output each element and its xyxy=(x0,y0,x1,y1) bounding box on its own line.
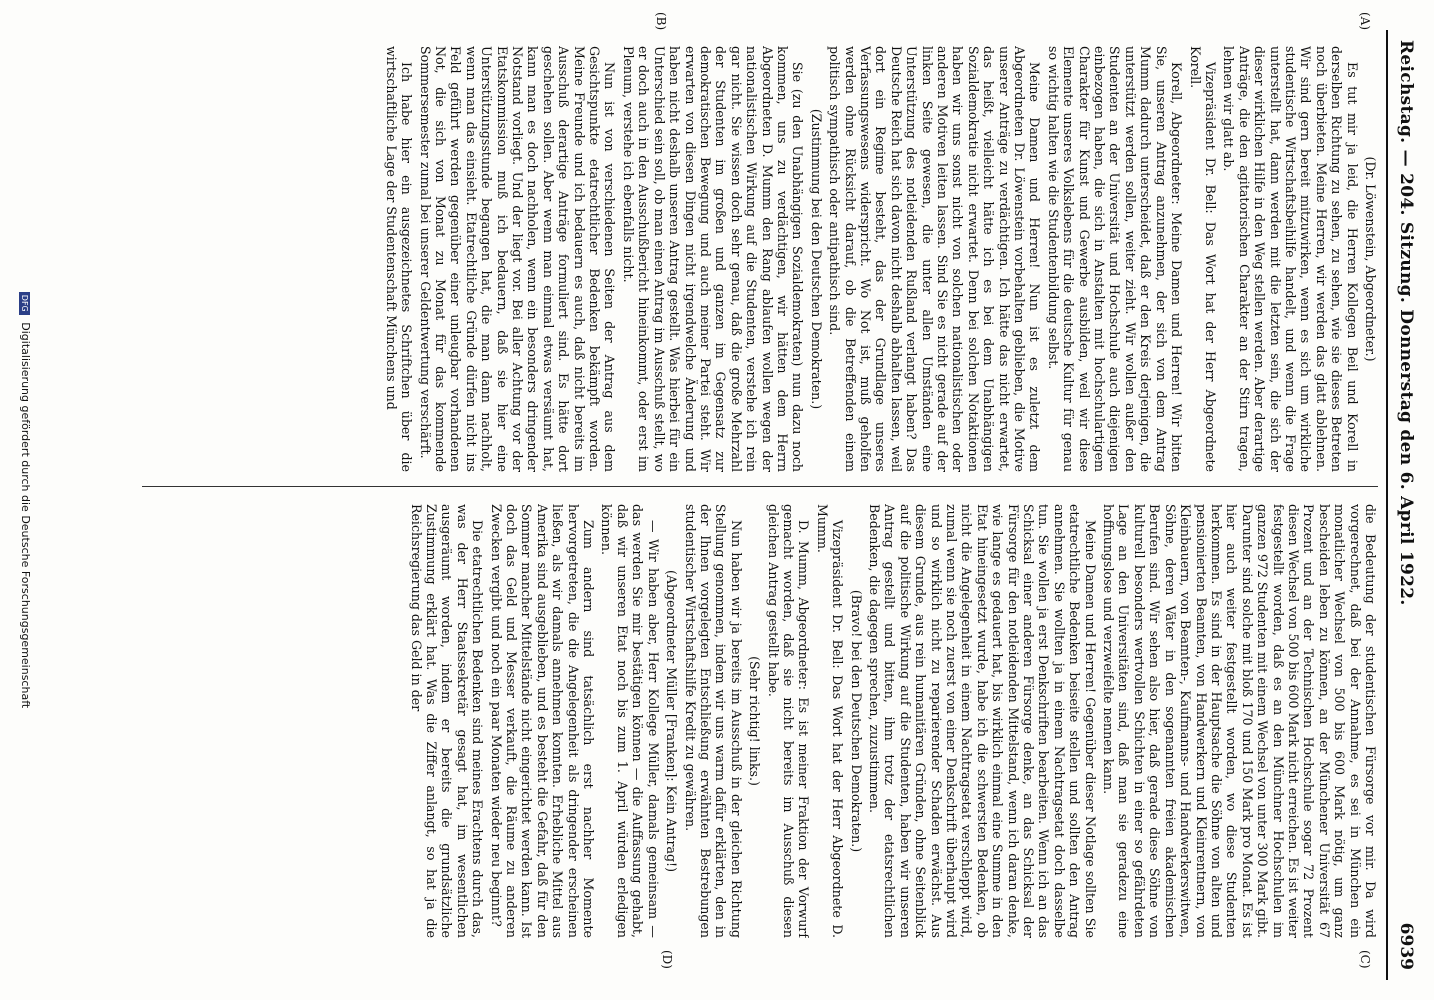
speaker-announcement: Vizepräsident Dr. Bell: Das Wort hat der Herr Abgeordnete D. Mumm. xyxy=(814,504,846,938)
paragraph: — Wir haben aber, Herr Kollege Müller, damals gemeinsam — das werden Sie mir bestätigen können — die Auffassung gehabt, daß wir unseren Etat noch bis zum 1. April würden erledigen können. xyxy=(599,504,661,938)
paragraph: Meine Damen und Herren! Nun ist es zuletzt dem Abgeordneten Dr. Löwenstein vorbehalten geblieben, die Motive unserer Anträge zu verdächtigen. Ich hätte das nicht erwartet, das heißt, vielleicht hätte ich es bei dem Unabhängigen Sozialdemokratie nicht erwartet. Denn bei solchen Notaktionen haben wir uns sonst nicht von solchen nationalistischen oder anderen Motiven leiten lassen. Sind Sie es nicht gerade auf der linken Seite gewesen, die unter allen Umständen eine Unterstützung des notleidenden Rußland verlangt haben? Das Deutsche Reich hat sich davon nicht deshalb abhalten lassen, weil dort ein Regime besteht, das der Grundlage unseres Verfassungswesens widerspricht. Wo Not ist, muß geholfen werden ohne Rücksicht darauf, ob die Betreffenden einem politisch sympathisch oder antipathisch sind. xyxy=(827,46,1043,472)
paragraph: Sie (zu den Unabhängigen Sozialdemokraten) nun dazu noch kommen, uns zu verdächtigen, wir hätten dem Herrn Abgeordneten D. Mumm den Rang ablaufen wollen wegen der nationalistischen Wirkung auf die Studenten, verstehe ich rein gar nicht. Sie wissen doch sehr genau, daß die große Mehrzahl der Studenten im großen und ganzen im Gegensatz zur demokratischen Bewegung und auch meiner Partei steht. Wir erwarten von diesen Dingen nicht irgendwelche Änderung und haben nicht deshalb unseren Antrag gestellt. Was hierbei für ein Unterschied sein soll, ob man einen Antrag im Ausschuß stellt, wo er doch auch in den Ausschußbericht hineinkommt, oder erst im Plenum, verstehe ich ebenfalls nicht. xyxy=(620,46,806,472)
paragraph: Ich habe hier ein ausgezeichnetes Schriftchen über die wirtschaftliche Lage der Studentenschaft Münchens und xyxy=(383,46,415,472)
interjection: (Zustimmung bei den Deutschen Demokraten.) xyxy=(808,108,824,410)
paragraph: Nun ist von verschiedenen Seiten der Antrag aus dem Gesichtspunkte etatrechtlicher Bedenken bekämpft worden. Meine Freunde und ich bedauern es auch, daß nicht bereits im Ausschuß derartige Anträge formuliert sind. Es hätte dort geschehen sollen. Aber wenn man einmal etwas versäumt hat, kann man es doch nachholen, wenn ein besonders dringender Notstand vorliegt. Und der liegt vor. Bei aller Achtung vor der Etatskommission muß ich bedauern, daß sie hier eine Unterstützungsstunde begangen hat, die man dann nachholt, wenn man das einsieht. Etatrechtliche Gründe dürfen nicht ins Feld geführt werden gegenüber einer unleugbar vorhandenen Not, die sich von Monat zu Monat für das kommende Sommersemester zumal bei unserer Geldentwertung verschärft. xyxy=(417,46,618,472)
header-rule xyxy=(1386,30,1388,980)
text-column-left xyxy=(138,46,1378,472)
margin-marker-b: (B) xyxy=(654,12,668,31)
interjection: (Abgeordneter Müller [Franken]: Kein Antrag!) xyxy=(664,569,680,873)
paragraph: Zum andern sind tatsächlich erst nachher Momente hervorgetreten, die die Angelegenheit als dringender erscheinen ließen, als wir damals annehmen konnten. Erhebliche Mittel aus Amerika sind ausgeblieben, und es besteht die Gefahr, daß für den Sommer mancher Mittelstände nicht eingerichtet werden kann. Ist doch das Geld und Messer verkauft, die Räume zu anderen Zwecken vergibt und noch ein paar Monaten wieder neu beginnt? xyxy=(488,504,597,938)
paragraph: Es tut mir ja leid, die Herren Kollegen Beil und Korell in derselben Richtung zu sehen, zu sehen, wie sie dieses Betreten noch überbieten. Meine Herren, wir werden das glatt ablehnen. Wir sind gern bereit mitzuwirken, wenn es sich um wirkliche studentische Wirtschaftsbeihilfe handelt, und wenn die Frage unterstellt hat, dann werden mit die letzten sein, die sich der dieser wirklichen Hilfe in den Weg stellen werden. Aber derartige Anträge, die den agitatorischen Charakter an der Stirn tragen, lehnen wir glatt ab. xyxy=(1221,46,1360,472)
margin-marker-c: (C) xyxy=(1358,950,1372,969)
interjection: (Bravo! bei den Deutschen Demokraten.) xyxy=(848,589,864,853)
margin-marker-a: (A) xyxy=(1358,12,1372,31)
paragraph: Korell, Abgeordneter: Meine Damen und Herren! Wir bitten Sie, unseren Antrag anzunehmen, der sich von dem Antrag Mumm dadurch unterscheidet, daß er den Kreis derjenigen, die unterstützt werden sollen, weiter zieht. Wir wollen außer den Studenten an der Universität und Hochschule auch diejenigen einbezogen haben, die sich in Anstalten mit hochschulartigem Charakter für Kunst und Gewerbe ausbilden, weil wir diese Elemente unseres Volkslebens für die deutsche Kultur für genau so wichtig halten wie die Studentenbildung selbst. xyxy=(1045,46,1185,472)
margin-marker-d: (D) xyxy=(660,950,674,969)
interjection: (Sehr richtig! links.) xyxy=(747,656,763,786)
paragraph: D. Mumm, Abgeordneter: Es ist meiner Fraktion der Vorwurf gemacht worden, daß sie nicht bereits im Ausschuß diesen gleichen Antrag gestellt habe. xyxy=(765,504,812,938)
page-number: 6939 xyxy=(1396,922,1416,970)
paragraph: Meine Damen und Herren! Gegenüber dieser Notlage sollten Sie etatrechtliche Bedenken beiseite stellen und sollten den Antrag annehmen. Sie wollten ja in einem Nachtragsetat doch dasselbe tun. Sie wollen ja erst Denkschriften bearbeiten. Wenn ich an das Schicksal einer anderen Fürsorge denke, an das Schicksal der Fürsorge für den notleidenden Mittelstand, wenn ich daran denke, wie lange es gedauert hat, bis wirklich einmal eine Summe in den Etat hineingesetzt wurde, habe ich die schwersten Bedenken, ob nicht die Angelegenheit in einem Nachtragsetat verschleppt wird, zumal wenn sie noch zuerst von einer Denkschrift überhaupt wird und so wirklich nicht zu reparierender Schaden erwächst. Aus diesem Grunde, aus rein humanitären Gründen, ohne Seitenblick auf die politische Wirkung auf die Studenten, haben wir unseren Antrag gestellt und bitten, ihm trotz der etatsrechtlichen Bedenken, die dagegen sprechen, zuzustimmen. xyxy=(867,504,1098,938)
text-column-right xyxy=(138,504,1378,938)
digitization-credit xyxy=(19,0,32,1000)
credit-text: Digitalisierung gefördert durch die Deutsche Forschungsgemeinschaft xyxy=(19,322,32,709)
dfg-logo: DFG xyxy=(20,292,31,315)
page-header-title: Reichstag. — 204. Sitzung. Donnerstag den 6. April 1922. xyxy=(1396,40,1416,606)
paragraph: Die etatrechtlichen Bedenken sind meines Erachtens durch das, was der Herr Staatssekretär gesagt hat, im wesentlichen ausgeräumt worden, indem er bereits die grundsätzliche Zustimmung erklärt hat. Was die Ziffer anlangt, so hat ja die Reichsregierung das Geld in der xyxy=(408,504,486,938)
speaker-running-head: (Dr. Löwenstein, Abgeordneter.) xyxy=(1363,156,1378,362)
paragraph: Nun haben wir ja bereits im Ausschuß in der gleichen Richtung Stellung genommen, indem wir uns warm dafür erklärten, den in der Ihnen vorgelegten Entschließung erwähnten Bestrebungen studentischer Wirtschaftshilfe Kredit zu gewähren. xyxy=(682,504,744,938)
column-divider xyxy=(142,486,1378,487)
speaker-announcement: Vizepräsident Dr. Bell: Das Wort hat der Herr Abgeordnete Korell. xyxy=(1187,46,1218,472)
paragraph: die Bedeutung der studentischen Fürsorge vor mir. Da wird vorgerechnet, daß bei der Annahme, es sei in München ein monatlicher Wechsel von 500 bis 600 Mark nötig, um ganz bescheiden leben zu können, an der Münchener Universität 67 Prozent und an der Technischen Hochschule sogar 72 Prozent diesen Wechsel von 500 bis 600 Mark nicht erreichen. Es ist weiter festgestellt worden, daß es an den Münchner Hochschulen im ganzen 972 Studenten mit einem Wechsel von unter 300 Mark gibt. Darunter sind solche mit bloß 170 und 150 Mark pro Monat. Es ist hier auch weiter festgestellt worden, wo diese Studenten herkommen. Es sind in der Hauptsache die Söhne von alten und pensionierten Beamten, von Handwerkern und Kleinrentnern, von Kleinbauern, von Beamten-, Kaufmanns- und Handwerkerswitwen, Söhne, deren Väter in den sogenannten freien akademischen Berufen sind. Wir sehen also hier, daß gerade diese Söhne von kulturell besonders wertvollen Schichten in einer so gefährdeten Lage an den Universitäten sind, daß man sie geradezu eine hoffnungslose und verzweifelte nennen kann. xyxy=(1101,504,1378,938)
